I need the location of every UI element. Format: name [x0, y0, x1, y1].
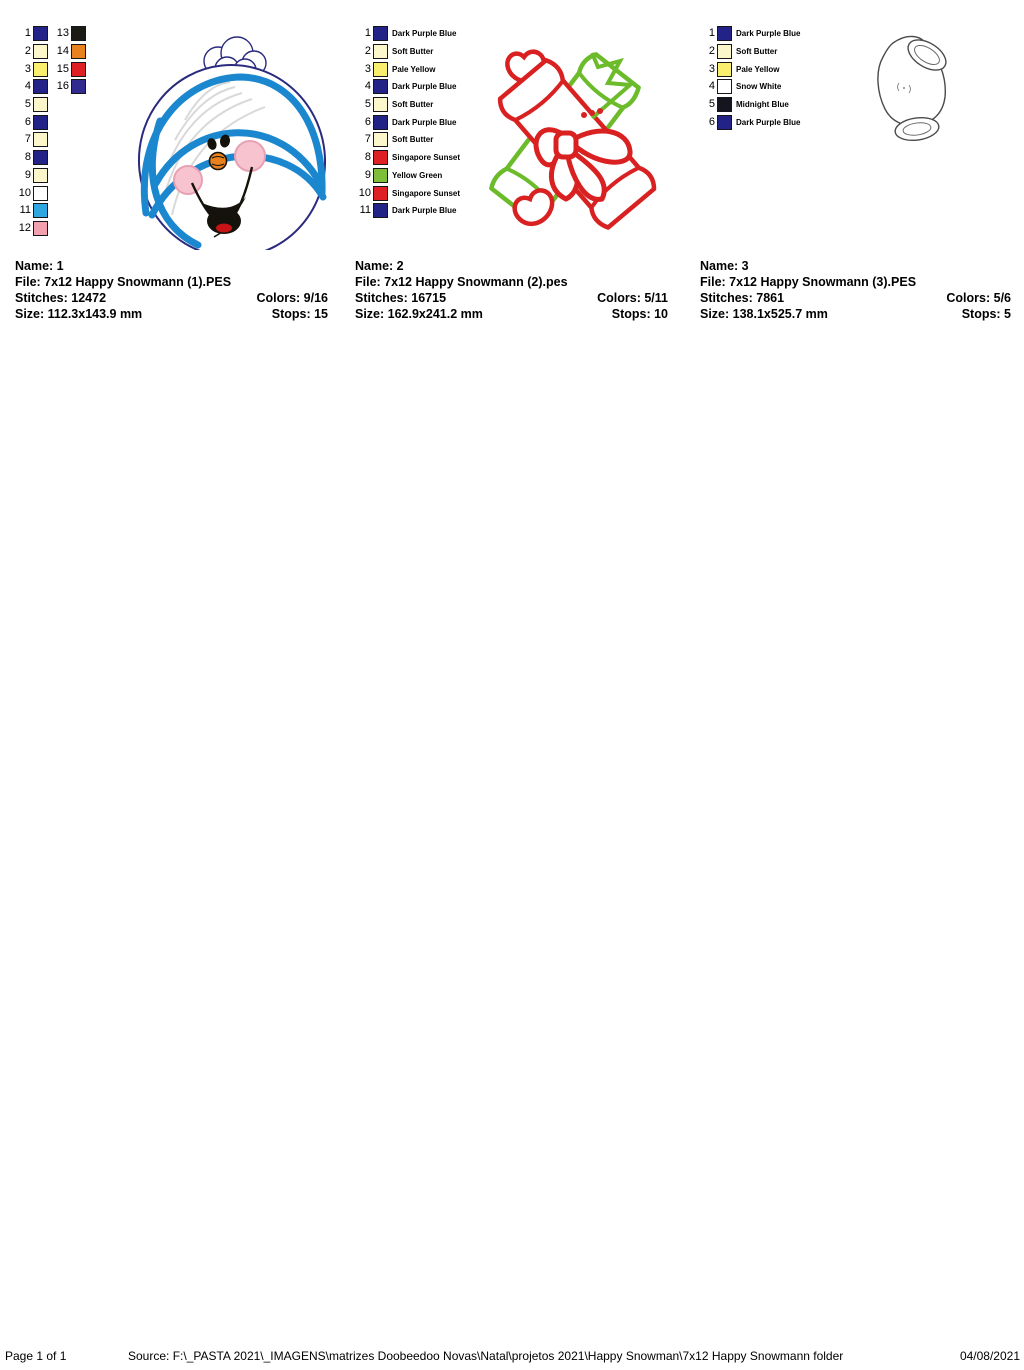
color-row: [14, 25, 86, 43]
design-thumbnail-snowman-body: [855, 25, 965, 148]
color-swatch: [717, 115, 732, 130]
color-row: [698, 96, 800, 114]
color-row: [698, 78, 800, 96]
color-swatch: [717, 62, 732, 77]
thread-color-name: Soft Butter: [392, 47, 434, 57]
color-number: 10: [358, 186, 371, 199]
meta-stitches: Stitches: 12472: [15, 291, 107, 305]
color-number: 12: [18, 221, 31, 234]
snowman-body-drawing: [855, 25, 965, 143]
color-number: 1: [364, 27, 371, 40]
meta-size: Size: 112.3x143.9 mm: [15, 307, 143, 321]
color-swatch: [373, 203, 388, 218]
color-swatch: [373, 97, 388, 112]
color-row: [354, 167, 460, 185]
thread-color-name: Soft Butter: [736, 47, 778, 57]
meta-stops: Stops: 10: [611, 307, 668, 321]
meta-stitches: Stitches: 16715: [355, 291, 447, 305]
color-swatch: [33, 79, 48, 94]
color-row: [14, 167, 86, 185]
meta-file: File: 7x12 Happy Snowmann (3).PES: [700, 275, 917, 289]
color-number: 3: [364, 62, 371, 75]
meta-stops: Stops: 5: [961, 307, 1011, 321]
color-swatch: [71, 26, 86, 41]
color-swatch: [33, 97, 48, 112]
thread-color-name: Midnight Blue: [736, 100, 789, 110]
color-number: 7: [24, 133, 31, 146]
color-row: [14, 113, 86, 131]
color-swatch: [373, 26, 388, 41]
color-number: 8: [24, 151, 31, 164]
design-meta-2: [355, 258, 668, 322]
color-swatch: [373, 168, 388, 183]
design-meta-3: [700, 258, 1011, 322]
color-swatch: [373, 186, 388, 201]
thread-color-name: Dark Purple Blue: [392, 82, 457, 92]
color-number: 6: [364, 115, 371, 128]
color-swatch: [717, 97, 732, 112]
thread-color-name: Pale Yellow: [736, 64, 780, 74]
color-number: 7: [364, 133, 371, 146]
color-row: [698, 25, 800, 43]
color-number: 11: [19, 204, 31, 217]
design-meta-1: [15, 258, 328, 322]
color-swatch: [717, 44, 732, 59]
color-number: 2: [364, 45, 371, 58]
color-swatch: [373, 44, 388, 59]
color-number: 5: [24, 98, 31, 111]
color-number: 4: [24, 80, 31, 93]
color-row: [14, 220, 86, 238]
color-swatch: [33, 62, 48, 77]
color-number: 15: [56, 62, 69, 75]
color-swatch: [33, 150, 48, 165]
color-row: [354, 43, 460, 61]
color-swatch: [71, 62, 86, 77]
color-row: [14, 131, 86, 149]
page-footer: [0, 1349, 1024, 1365]
meta-name: Name: 1: [15, 259, 64, 273]
meta-size: Size: 138.1x525.7 mm: [700, 307, 828, 321]
color-swatch: [373, 79, 388, 94]
color-row: [354, 25, 460, 43]
color-row: [698, 60, 800, 78]
thread-color-name: Dark Purple Blue: [736, 29, 801, 39]
color-number: 4: [708, 80, 715, 93]
color-number: 2: [24, 45, 31, 58]
meta-stitches: Stitches: 7861: [700, 291, 785, 305]
meta-colors: Colors: 9/16: [256, 291, 328, 305]
meta-stops: Stops: 15: [271, 307, 328, 321]
color-swatch: [33, 115, 48, 130]
thread-color-name: Soft Butter: [392, 135, 434, 145]
color-row: [698, 113, 800, 131]
color-number: 1: [708, 27, 715, 40]
crossed-crackers-drawing: [480, 23, 660, 253]
color-swatch: [717, 79, 732, 94]
color-row: [14, 43, 86, 61]
source-path: Source: F:\_PASTA 2021\_IMAGENS\matrizes Doobeedoo Novas\Natal\projetos 2021\Happy Snowman\7x12 Happy Snowmann folder: [128, 1349, 844, 1363]
color-swatch: [373, 132, 388, 147]
color-swatch: [33, 168, 48, 183]
snowman-face-drawing: [130, 25, 330, 250]
color-number: 1: [24, 27, 31, 40]
meta-colors: Colors: 5/6: [946, 291, 1011, 305]
color-row: [354, 96, 460, 114]
color-number: 16: [56, 80, 69, 93]
color-swatch: [717, 26, 732, 41]
color-number: 4: [364, 80, 371, 93]
color-number: 11: [359, 204, 371, 217]
meta-colors: Colors: 5/11: [597, 291, 668, 305]
report-date: 04/08/2021: [959, 1349, 1020, 1363]
thread-color-name: Yellow Green: [392, 170, 443, 180]
color-swatch: [33, 26, 48, 41]
meta-file: File: 7x12 Happy Snowmann (1).PES: [15, 275, 232, 289]
color-list-2: [354, 25, 460, 220]
thread-color-name: Dark Purple Blue: [392, 117, 457, 127]
thread-color-name: Pale Yellow: [392, 64, 436, 74]
thread-color-name: Dark Purple Blue: [392, 29, 457, 39]
thread-color-name: Dark Purple Blue: [392, 206, 457, 216]
color-number: 14: [56, 45, 69, 58]
color-row: [354, 184, 460, 202]
color-row: [354, 131, 460, 149]
color-row: [14, 149, 86, 167]
color-swatch: [373, 150, 388, 165]
design-thumbnail-snowman-face: [130, 25, 330, 255]
color-row: [354, 149, 460, 167]
color-row: [14, 78, 86, 96]
meta-size: Size: 162.9x241.2 mm: [355, 307, 483, 321]
thread-color-name: Singapore Sunset: [392, 188, 461, 198]
meta-name: Name: 3: [700, 259, 749, 273]
thread-color-name: Soft Butter: [392, 100, 434, 110]
color-row: [354, 60, 460, 78]
color-number: 10: [18, 186, 31, 199]
color-row: [354, 202, 460, 220]
color-number: 8: [364, 151, 371, 164]
thread-color-name: Singapore Sunset: [392, 153, 461, 163]
color-swatch: [33, 132, 48, 147]
color-row: [14, 202, 86, 220]
color-number: 6: [24, 115, 31, 128]
color-swatch: [33, 203, 48, 218]
color-list-3: [698, 25, 800, 131]
color-swatch: [71, 44, 86, 59]
color-number: 5: [708, 98, 715, 111]
color-row: [14, 60, 86, 78]
color-swatch: [33, 186, 48, 201]
color-list-1: [14, 25, 86, 237]
color-swatch: [33, 44, 48, 59]
thread-color-name: Snow White: [736, 82, 782, 92]
color-number: 9: [364, 168, 371, 181]
meta-name: Name: 2: [355, 259, 404, 273]
color-number: 13: [56, 27, 69, 40]
color-number: 2: [708, 45, 715, 58]
color-number: 3: [708, 62, 715, 75]
meta-file: File: 7x12 Happy Snowmann (2).pes: [355, 275, 568, 289]
design-thumbnail-crossed-crackers: [480, 23, 660, 258]
color-number: 3: [24, 62, 31, 75]
thread-color-name: Dark Purple Blue: [736, 117, 801, 127]
color-number: 6: [708, 115, 715, 128]
color-swatch: [33, 221, 48, 236]
color-row: [14, 184, 86, 202]
color-row: [698, 43, 800, 61]
color-row: [354, 113, 460, 131]
page-number: Page 1 of 1: [5, 1349, 67, 1363]
color-row: [354, 78, 460, 96]
color-swatch: [71, 79, 86, 94]
color-number: 5: [364, 98, 371, 111]
color-row: [14, 96, 86, 114]
color-swatch: [373, 115, 388, 130]
color-number: 9: [24, 168, 31, 181]
color-swatch: [373, 62, 388, 77]
